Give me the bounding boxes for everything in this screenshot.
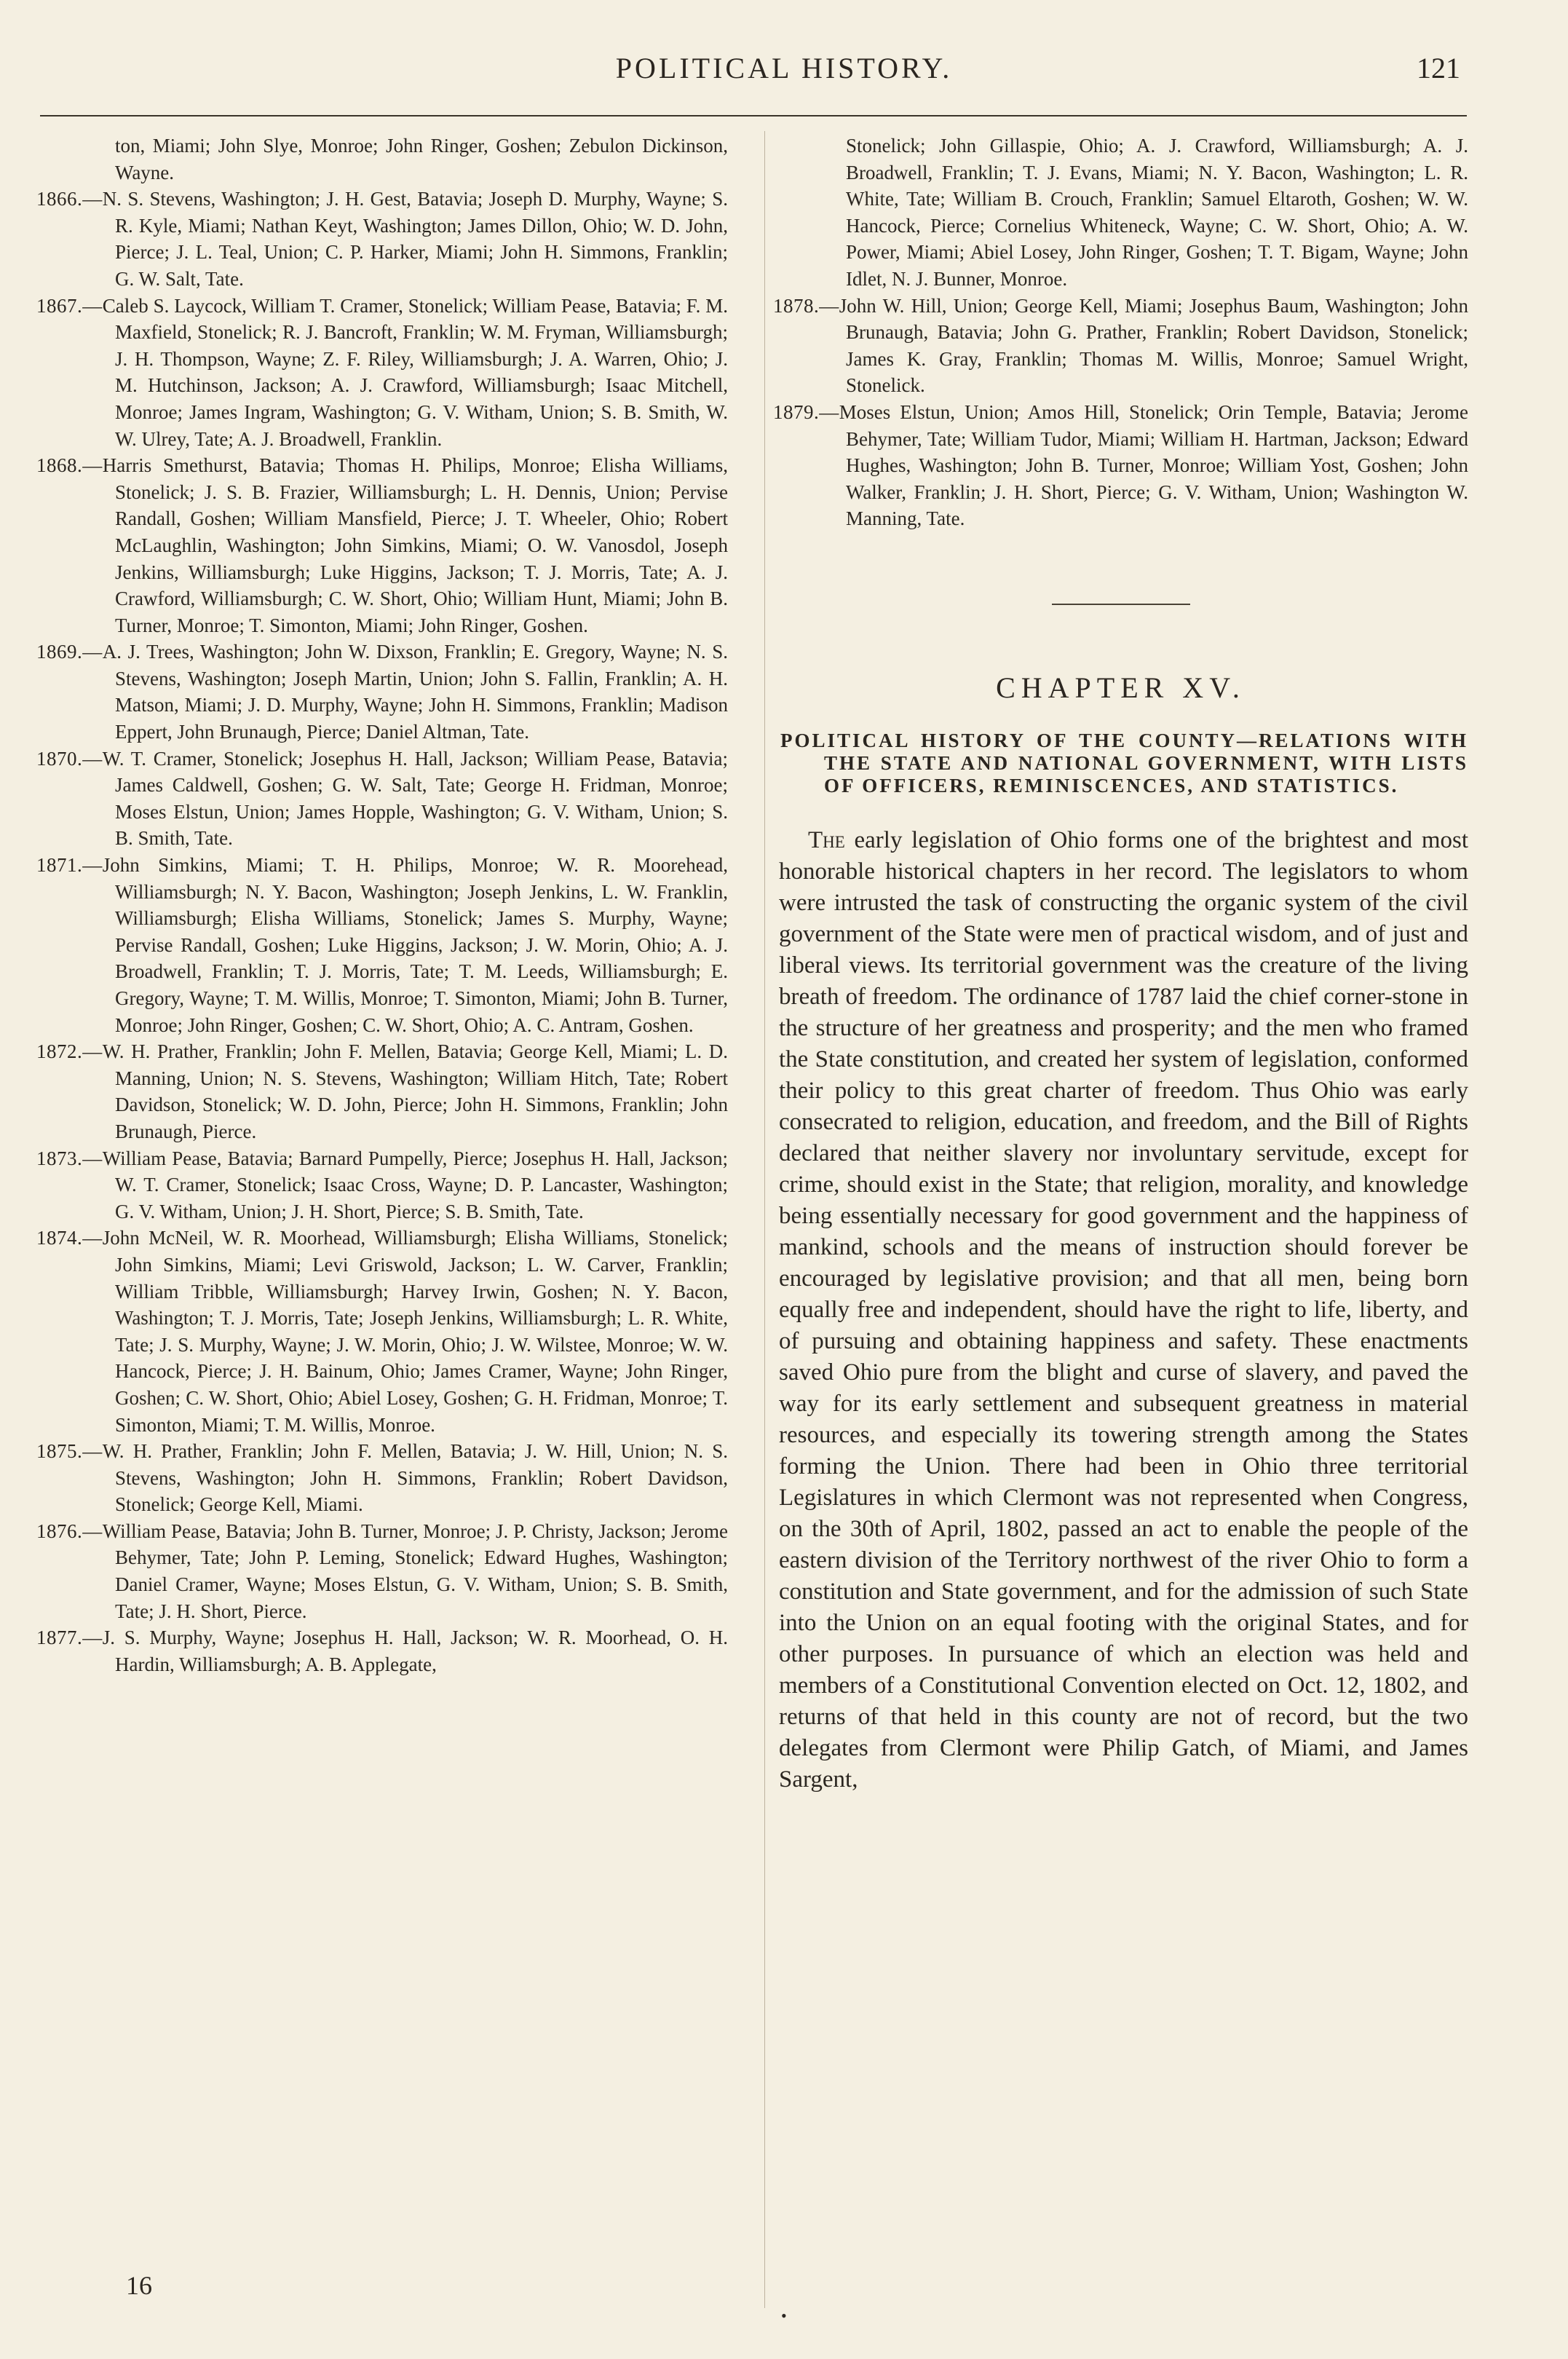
page-header (0, 51, 1568, 95)
footer-dot: • (781, 2307, 787, 2325)
body-lead-word: The (808, 826, 845, 853)
list-item: 1876.—William Pease, Batavia; John B. Turner, Monroe; J. P. Christy, Jackson; Jerome Behymer, Tate; John P. Leming, Stonelick; Edward Hughes, Washington; Daniel Cramer, Wayne; Moses Elstun, G. V. Witham, Union; S. B. Smith, Tate; J. H. Short, Pierce. (36, 1520, 728, 1622)
list-item: 1870.—W. T. Cramer, Stonelick; Josephus H. Hall, Jackson; William Pease, Batavia; James Caldwell, Goshen; G. W. Salt, Tate; George H. Fridman, Monroe; Moses Elstun, Union; James Hopple, Washington; G. V. Witham, Union; S. B. Smith, Tate. (36, 747, 728, 850)
list-item: Stonelick; John Gillaspie, Ohio; A. J. Crawford, Williamsburgh; A. J. Broadwell, Franklin; T. J. Evans, Miami; N. Y. Bacon, Washington; L. R. White, Tate; William B. Crouch, Franklin; Samuel Eltaroth, Goshen; W. W. Hancock, Pierce; Cornelius Whiteneck, Wayne; C. W. Short, Ohio; A. W. Power, Miami; Abiel Losey, John Ringer, Goshen; T. T. Bigam, Wayne; John Idlet, N. J. Bunner, Monroe. (846, 135, 1468, 290)
list-item: ton, Miami; John Slye, Monroe; John Ringer, Goshen; Zebulon Dickinson, Wayne. (115, 135, 728, 183)
chapter-title: CHAPTER XV. (996, 671, 1246, 704)
list-item: 1872.—W. H. Prather, Franklin; John F. Mellen, Batavia; George Kell, Miami; L. D. Manning, Union; N. S. Stevens, Washington; William Hitch, Tate; Robert Davidson, Stonelick; W. D. John, Pierce; John H. Simmons, Franklin; John Brunaugh, Pierce. (36, 1040, 728, 1142)
list-item: 1875.—W. H. Prather, Franklin; John F. Mellen, Batavia; J. W. Hill, Union; N. S. Stevens, Washington; John H. Simmons, Franklin; Robert Davidson, Stonelick; George Kell, Miami. (36, 1440, 728, 1516)
running-title: POLITICAL HISTORY. (615, 52, 953, 84)
list-item: 1877.—J. S. Murphy, Wayne; Josephus H. Hall, Jackson; W. R. Moorhead, O. H. Hardin, Williamsburgh; A. B. Applegate, (36, 1627, 728, 1675)
list-item: 1867.—Caleb S. Laycock, William T. Cramer, Stonelick; William Pease, Batavia; F. M. Maxfield, Stonelick; R. J. Bancroft, Franklin; W. M. Fryman, Williamsburgh; J. H. Thompson, Wayne; Z. F. Riley, Williamsburgh; J. A. Warren, Ohio; J. M. Hutchinson, Jackson; A. J. Crawford, Williamsburgh; Isaac Mitchell, Monroe; James Ingram, Washington; G. V. Witham, Union; S. B. Smith, W. W. Ulrey, Tate; A. J. Broadwell, Franklin. (36, 294, 728, 450)
right-column (773, 133, 1468, 1795)
list-item: 1873.—William Pease, Batavia; Barnard Pumpelly, Pierce; Josephus H. Hall, Jackson; W. T. Cramer, Stonelick; Isaac Cross, Wayne; D. P. Lancaster, Washington; G. V. Witham, Union; J. H. Short, Pierce; S. B. Smith, Tate. (36, 1147, 728, 1222)
left-column (36, 133, 728, 1678)
column-divider (764, 131, 765, 2308)
list-item: 1878.—John W. Hill, Union; George Kell, Miami; Josephus Baum, Washington; John Brunaugh, Batavia; John G. Prather, Franklin; Robert Davidson, Stonelick; James K. Gray, Franklin; Thomas M. Willis, Monroe; Samuel Wright, Stonelick. (773, 294, 1468, 397)
list-item: 1866.—N. S. Stevens, Washington; J. H. Gest, Batavia; Joseph D. Murphy, Wayne; S. R. Kyle, Miami; Nathan Keyt, Washington; James Dillon, Ohio; W. D. John, Pierce; J. L. Teal, Union; C. P. Harker, Miami; John H. Simmons, Franklin; G. W. Salt, Tate. (36, 188, 728, 290)
header-rule (40, 115, 1467, 116)
signature-mark: 16 (126, 2271, 152, 2300)
list-item: 1869.—A. J. Trees, Washington; John W. Dixson, Franklin; E. Gregory, Wayne; N. S. Stevens, Washington; Joseph Martin, Union; John S. Fallin, Franklin; A. H. Matson, Miami; J. D. Murphy, Wayne; John H. Simmons, Franklin; Madison Eppert, John Brunaugh, Pierce; Daniel Altman, Tate. (36, 641, 728, 743)
chapter-subtitle: POLITICAL HISTORY OF THE COUNTY—RELATIONS WITH THE STATE AND NATIONAL GOVERNMENT, WITH LISTS OF OFFICERS, REMINISCENCES, AND STATISTICS. (780, 729, 1468, 797)
page-number: 121 (1417, 52, 1460, 84)
list-item: 1874.—John McNeil, W. R. Moorhead, Williamsburgh; Elisha Williams, Stonelick; John Simkins, Miami; Levi Griswold, Jackson; L. W. Carver, Franklin; William Tribble, Williamsburgh; Harvey Irwin, Goshen; N. Y. Bacon, Washington; T. J. Morris, Tate; Joseph Jenkins, Williamsburgh; L. R. White, Tate; J. S. Murphy, Wayne; J. W. Morin, Ohio; J. W. Wilstee, Monroe; W. W. Hancock, Pierce; J. H. Bainum, Ohio; James Cramer, Wayne; John Ringer, Goshen; C. W. Short, Ohio; Abiel Losey, Goshen; G. H. Fridman, Monroe; T. Simonton, Miami; T. M. Willis, Monroe. (36, 1227, 728, 1436)
list-item: 1868.—Harris Smethurst, Batavia; Thomas H. Philips, Monroe; Elisha Williams, Stonelick; J. S. B. Frazier, Williamsburgh; L. H. Dennis, Union; Pervise Randall, Goshen; William Mansfield, Pierce; J. T. Wheeler, Ohio; Robert McLaughlin, Washington; John Simkins, Miami; O. W. Vanosdol, Joseph Jenkins, Williamsburgh; Luke Higgins, Jackson; T. J. Morris, Tate; A. J. Crawford, Williamsburgh; C. W. Short, Ohio; William Hunt, Miami; John B. Turner, Monroe; T. Simonton, Miami; John Ringer, Goshen. (36, 454, 728, 636)
list-item: 1879.—Moses Elstun, Union; Amos Hill, Stonelick; Orin Temple, Batavia; Jerome Behymer, Tate; William Tudor, Miami; William H. Hartman, Jackson; Edward Hughes, Washington; John B. Turner, Monroe; William Yost, Goshen; John Walker, Franklin; J. H. Short, Pierce; G. V. Witham, Union; Washington W. Manning, Tate. (773, 400, 1468, 530)
list-item: 1871.—John Simkins, Miami; T. H. Philips, Monroe; W. R. Moorehead, Williamsburgh; N. Y. Bacon, Washington; Joseph Jenkins, L. W. Franklin, Williamsburgh; Elisha Williams, Stonelick; James S. Murphy, Wayne; Pervise Randall, Goshen; Luke Higgins, Jackson; J. W. Morin, Ohio; A. J. Broadwell, Franklin; T. J. Morris, Tate; T. M. Leeds, Williamsburgh; E. Gregory, Wayne; T. M. Willis, Monroe; T. Simonton, Miami; John B. Turner, Monroe; John Ringer, Goshen; C. W. Short, Ohio; A. C. Antram, Goshen. (36, 854, 728, 1036)
section-separator (1052, 604, 1190, 605)
chapter-body: The early legislation of Ohio forms one of the brightest and most honorable historical chapters in her record. The legislators to whom were intrusted the task of constructing the organic system of the civil government of the State were men of practical wisdom, and of just and liberal views. Its territorial government was the creature of the living breath of freedom. The ordinance of 1787 laid the chief corner-stone in the structure of her greatness and prosperity; and the men who framed the State constitution, and created her system of legislation, conformed their policy to this great charter of freedom. Thus Ohio was early consecrated to religion, education, and freedom, and the Bill of Rights declared that neither slavery nor involuntary servitude, except for crime, should exist in the State; that religion, morality, and knowledge being essentially necessary for good government and the happiness of mankind, schools and the means of instruction should forever be encouraged by legislative provision; and that all men, being born equally free and independent, should have the right to life, liberty, and of pursuing and obtaining happiness and safety. These enactments saved Ohio pure from the blight and curse of slavery, and paved the way for its early settlement and subsequent greatness in material resources, and especially its towering strength among the States forming the Union. There had been in Ohio three territorial Legislatures in which Clermont was not represented when Congress, on the 30th of April, 1802, passed an act to enable the people of the eastern division of the Territory northwest of the river Ohio to form a constitution and State government, and for the admission of such State into the Union on an equal footing with the original States, and for other purposes. In pursuance of which an election was held and members of a Constitutional Convention elected on Oct. 12, 1802, and returns of that held in this county are not of record, but the two delegates from Clermont were Philip Gatch, of Miami, and James Sargent, (779, 826, 1469, 1793)
